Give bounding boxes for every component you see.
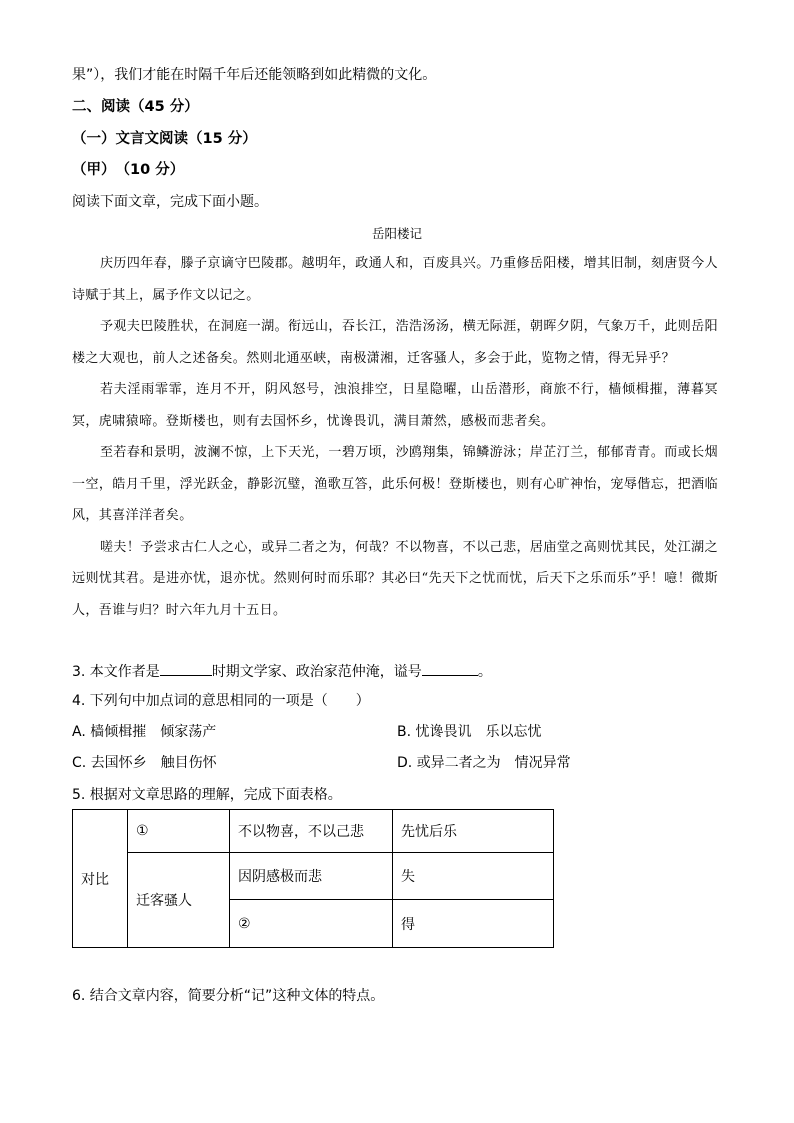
instruction-text: 阅读下面文章，完成下面小题。 [72, 194, 268, 210]
passage-paragraph: 至若春和景明，波澜不惊，上下天光，一碧万顷，沙鸥翔集，锦鳞游泳；岸芷汀兰，郁郁青青。而或长烟一空，皓月千里，浮光跃金，静影沉璧，渔歌互答，此乐何极！登斯楼也，则有心旷神怡，宠辱偕忘，把酒临风，其喜洋洋者矣。 [72, 445, 718, 523]
option-letter: B. [397, 724, 412, 740]
table-cell-contrast: 对比 [73, 810, 128, 948]
continuation-line: 果”），我们才能在时隔千年后还能领略到如此精微的文化。 [72, 67, 437, 83]
option-text: 樯倾楫摧 倾家荡产 [90, 724, 217, 740]
question-4-stem: 4. 下列句中加点词的意思相同的一项是（ ） [72, 693, 370, 709]
passage-title: 岳阳楼记 [371, 226, 422, 241]
table-cell: 先忧后乐 [393, 810, 554, 853]
question-3-part3: 。 [477, 664, 492, 680]
question-3-part2: 时期文学家、政治家范仲淹，谥号 [211, 664, 422, 680]
option-text: 或异二者之为 情况异常 [416, 755, 571, 771]
question-3 [72, 661, 492, 681]
question-6-stem: 6. 结合文章内容，简要分析“记”这种文体的特点。 [72, 988, 385, 1004]
option-text: 忧谗畏讥 乐以忘忧 [415, 724, 542, 740]
option-a[interactable] [72, 723, 216, 741]
section-heading-reading: 二、阅读（45 分） [72, 99, 199, 115]
table-cell: 得 [393, 900, 554, 948]
option-letter: C. [72, 755, 87, 771]
table-cell-blank-1[interactable]: ① [128, 810, 230, 853]
table-cell: 失 [393, 853, 554, 900]
option-letter: A. [72, 724, 86, 740]
passage-paragraph: 嗟夫！予尝求古仁人之心，或异二者之为，何哉？不以物喜，不以己悲，居庙堂之高则忧其民，处江湖之远则忧其君。是进亦忧，退亦忧。然则何时而乐耶？其必曰“先天下之忧而忧，后天下之乐而乐”乎！噫！微斯人，吾谁与归？时六年九月十五日。 [72, 539, 718, 618]
table-cell: 因阴感极而悲 [230, 853, 393, 900]
option-c[interactable] [72, 754, 217, 772]
passage-paragraph: 予观夫巴陵胜状，在洞庭一湖。衔远山，吞长江，浩浩汤汤，横无际涯，朝晖夕阴，气象万千，此则岳阳楼之大观也，前人之述备矣。然则北通巫峡，南极潇湘，迁客骚人，多会于此，览物之情，得无异乎？ [72, 319, 718, 366]
subsection-heading-classical: （一）文言文阅读（15 分） [72, 131, 257, 147]
option-letter: D. [397, 755, 413, 771]
table-cell-blank-2[interactable]: ② [230, 900, 393, 948]
passage-paragraph: 若夫淫雨霏霏，连月不开，阴风怒号，浊浪排空，日星隐曜，山岳潜形，商旅不行，樯倾楫摧，薄暮冥冥，虎啸猿啼。登斯楼也，则有去国怀乡，忧谗畏讥，满目萧然，感极而悲者矣。 [72, 382, 718, 429]
answer-blank-era[interactable] [160, 661, 212, 676]
table-cell: 迁客骚人 [128, 853, 230, 948]
option-text: 去国怀乡 触目伤怀 [90, 755, 217, 771]
part-heading-jia: （甲） （10 分） [72, 162, 185, 178]
option-b[interactable] [397, 723, 542, 741]
question-5-stem: 5. 根据对文章思路的理解，完成下面表格。 [72, 787, 342, 803]
option-d[interactable] [397, 754, 571, 772]
answer-blank-posthumous-name[interactable] [422, 661, 478, 676]
passage-body [72, 248, 718, 626]
comparison-table [72, 809, 554, 948]
passage-paragraph: 庆历四年春，滕子京谪守巴陵郡。越明年，政通人和，百废具兴。乃重修岳阳楼，增其旧制，刻唐贤今人诗赋于其上，属予作文以记之。 [72, 256, 718, 303]
question-3-part1: 3. 本文作者是 [72, 664, 160, 680]
table-cell: 不以物喜，不以己悲 [230, 810, 393, 853]
